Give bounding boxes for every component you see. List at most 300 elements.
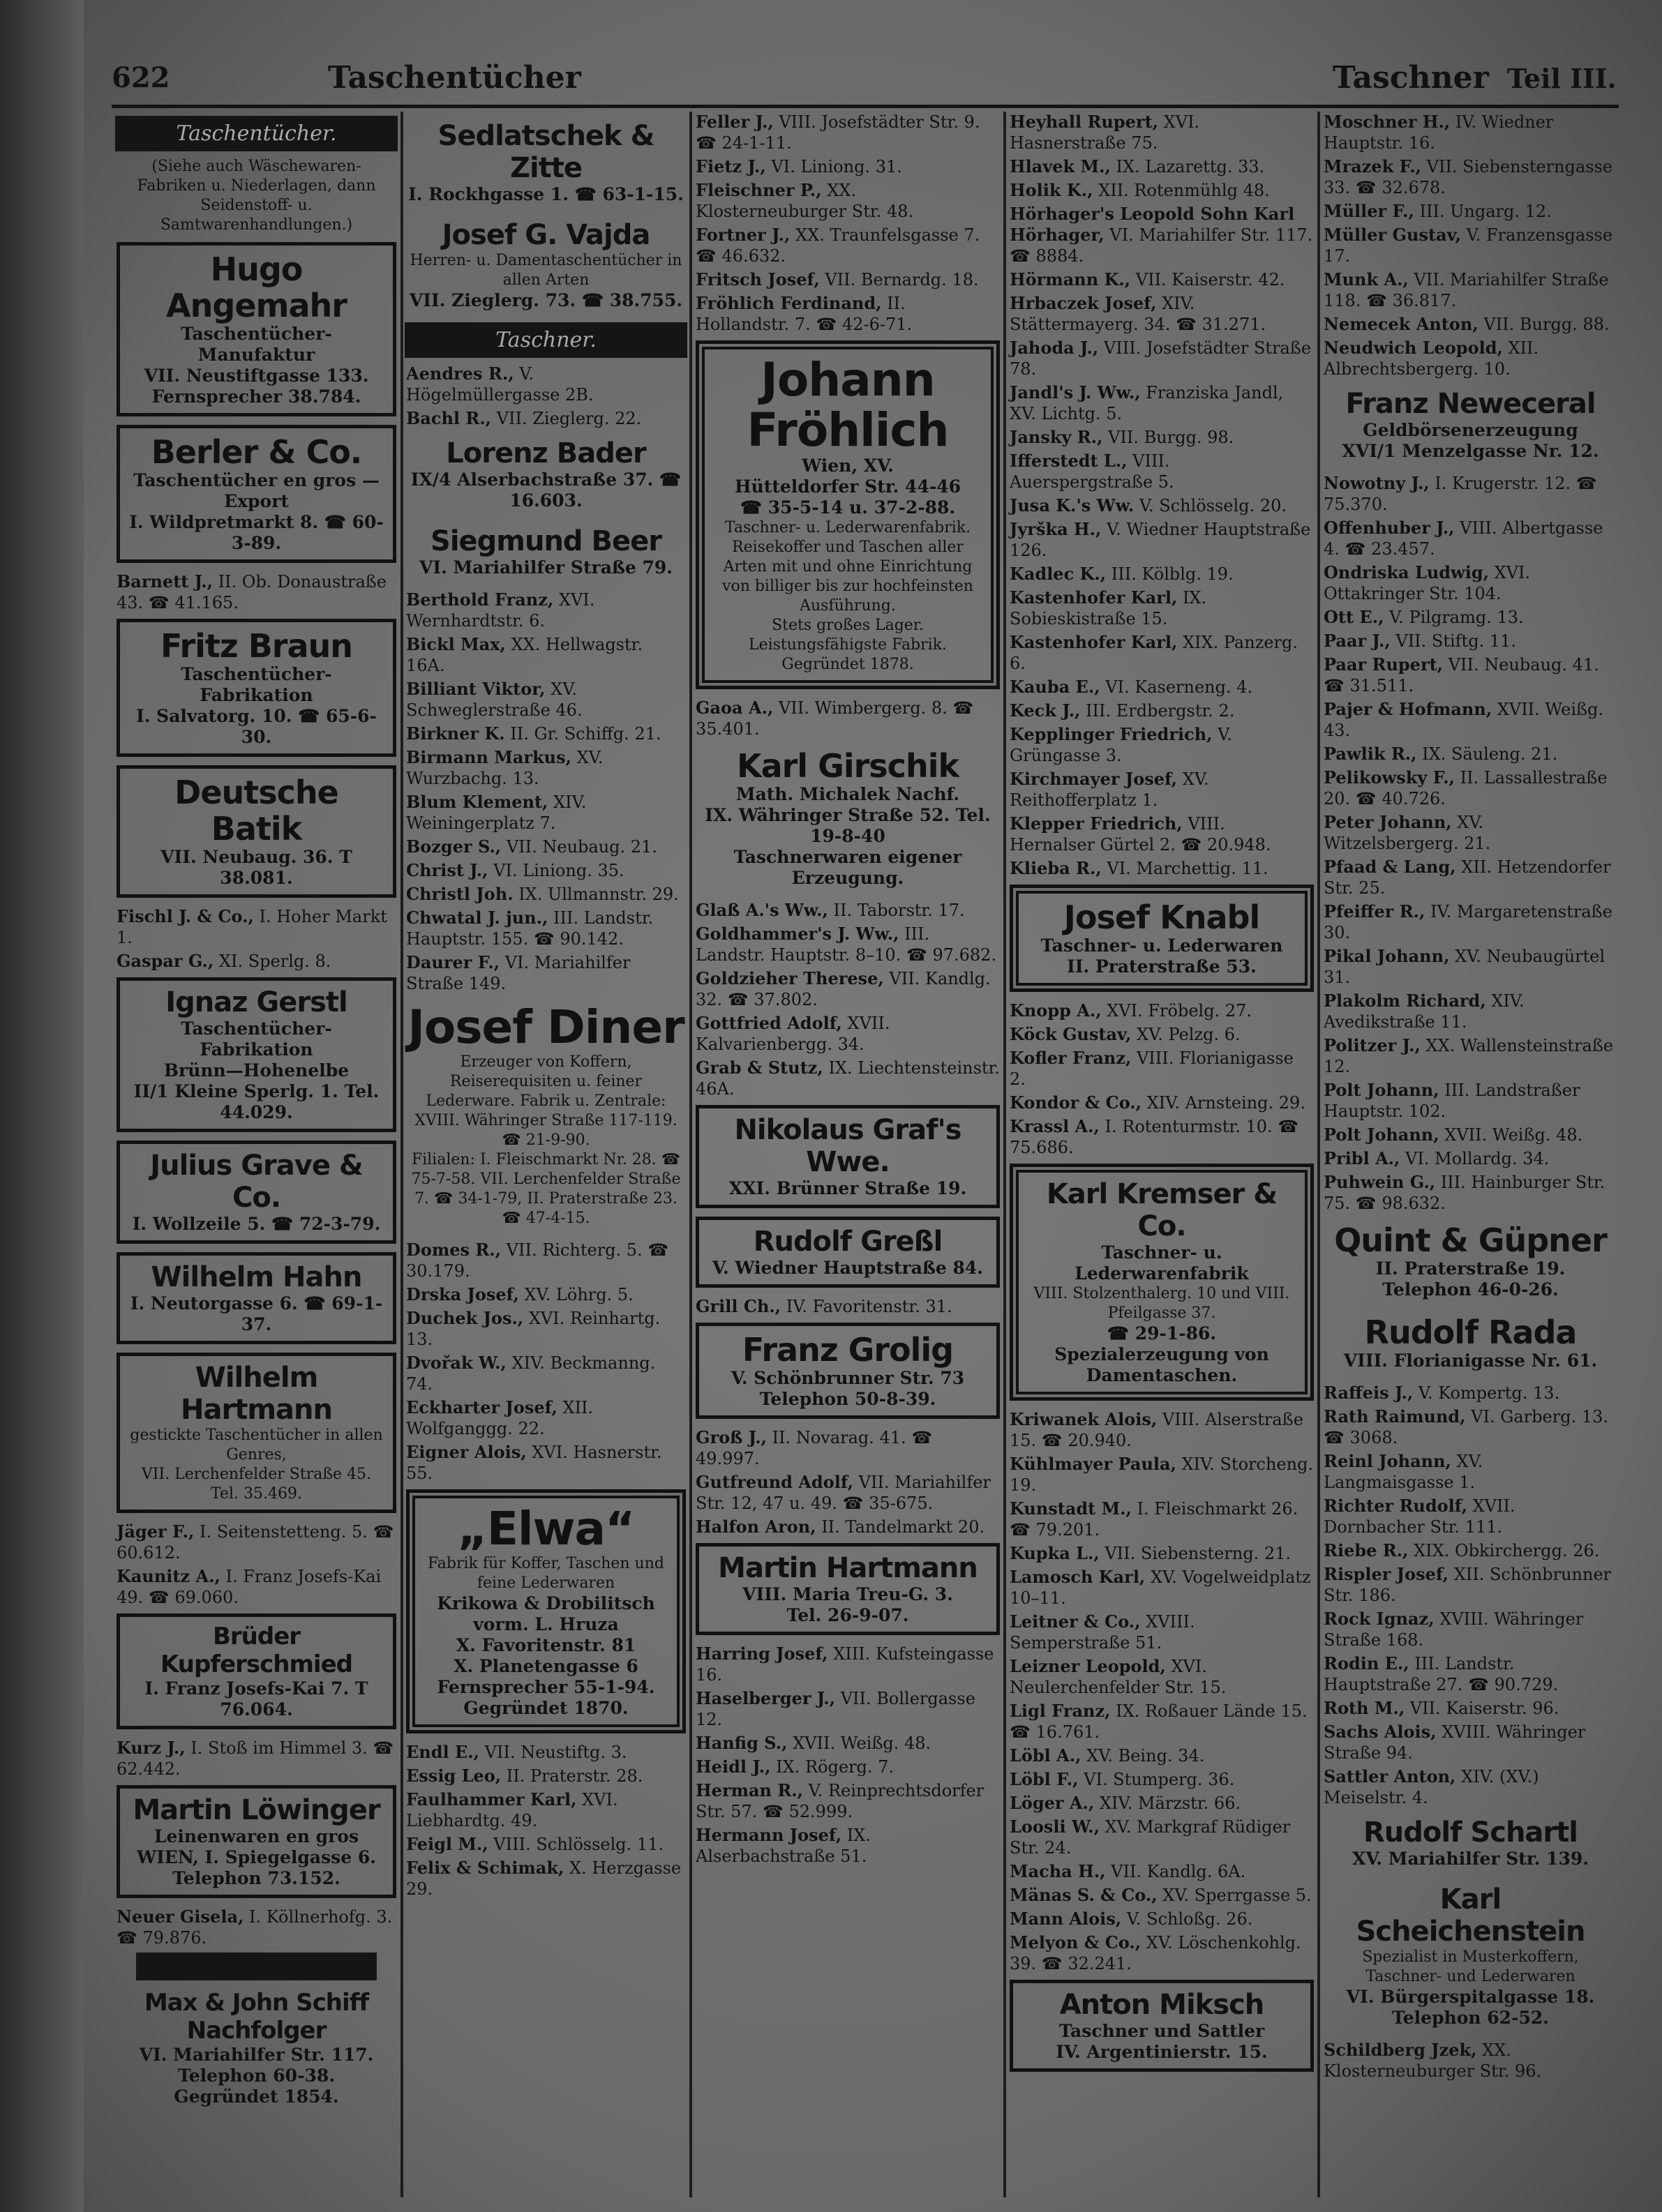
advertiser-name: Fritz Braun xyxy=(160,627,352,665)
listing-entry xyxy=(1010,858,1314,879)
listing-entry xyxy=(1010,769,1314,811)
entry-address: V. Grüngasse 3. xyxy=(1010,725,1232,765)
advertiser-name: Brüder Kupferschmied xyxy=(160,1623,352,1678)
entry-name: Fritsch Josef, xyxy=(696,269,820,289)
entry-address: IV. Wiedner Hauptstr. 16. xyxy=(1324,112,1554,153)
entry-name: Pfeiffer R., xyxy=(1324,901,1425,921)
advertisement-line: XV. Mariahilfer Str. 139. xyxy=(1352,1849,1589,1869)
listing-entry xyxy=(1010,1861,1314,1882)
entry-name: Gaspar G., xyxy=(117,951,214,971)
entry-name: Mänas S. & Co., xyxy=(1010,1885,1158,1905)
listing-entry xyxy=(1010,1701,1314,1743)
advertisement xyxy=(1324,1881,1617,2031)
listing-entry xyxy=(1010,1816,1314,1858)
entry-name: Pikal Johann, xyxy=(1324,946,1450,966)
entry-name: Blum Klement, xyxy=(406,792,548,812)
entry-address: I. Fleischmarkt 26. ☎ 79.201. xyxy=(1010,1499,1298,1540)
listing-entry xyxy=(1010,204,1314,266)
entry-address: III. Ungarg. 12. xyxy=(1419,202,1552,221)
entry-name: Löbl F., xyxy=(1010,1769,1079,1789)
advertiser-name: Karl Kremser & Co. xyxy=(1046,1178,1278,1242)
advertisement-line: Telephon 50-8-39. xyxy=(759,1389,936,1409)
entry-name: Paar Rupert, xyxy=(1324,654,1444,675)
entry-address: VI. Garberg. 13. ☎ 3068. xyxy=(1324,1407,1609,1447)
entry-address: XVI. Fröbelg. 27. xyxy=(1107,1001,1252,1021)
entry-address: IX. Sobieskistraße 15. xyxy=(1010,588,1207,629)
listing-entry xyxy=(1324,201,1617,222)
listing-entry xyxy=(1324,767,1617,809)
advertisement-line: IX. Währinger Straße 52. Tel. 19-8-40 xyxy=(705,805,991,846)
advertisement-line: Telephon 73.152. xyxy=(172,1868,340,1888)
listing-entry xyxy=(1010,1543,1314,1564)
listing-entry xyxy=(1324,744,1617,765)
listing-entry xyxy=(696,1733,1000,1754)
entry-address: XIV. Stättermayerg. 34. ☎ 31.271. xyxy=(1010,294,1266,334)
entry-name: Krassl A., xyxy=(1010,1116,1100,1136)
listing-entry xyxy=(1010,1745,1314,1766)
listing-entry xyxy=(1010,1116,1314,1158)
advertiser-name: Martin Löwinger xyxy=(133,1794,380,1826)
entry-name: Köck Gustav, xyxy=(1010,1024,1132,1044)
entry-address: I. Hoher Markt 1. xyxy=(117,907,387,947)
entry-address: V. Kompertg. 13. xyxy=(1418,1383,1560,1403)
advertiser-name: Ignaz Gerstl xyxy=(165,986,347,1018)
listing-entry xyxy=(406,589,686,631)
listing-entry xyxy=(1010,1454,1314,1496)
entry-address: VII. Mariahilfer Str. 12, 47 u. 49. ☎ 35-675. xyxy=(696,1473,991,1513)
advertisement-line: ☎ 35-5-14 u. 37-2-88. xyxy=(740,497,956,518)
entry-name: Domes R., xyxy=(406,1240,502,1260)
entry-name: Daurer F., xyxy=(406,952,500,972)
listing-entry xyxy=(1324,857,1617,898)
entry-address: XVII. Weißg. 48. xyxy=(1444,1125,1583,1145)
entry-address: VIII. Albertgasse 4. ☎ 23.457. xyxy=(1324,518,1603,559)
advertisement xyxy=(406,117,686,208)
entry-name: Kirchmayer Josef, xyxy=(1010,769,1178,789)
advertisement-line: Fabrik für Koffer, Taschen und feine Lederwaren xyxy=(428,1555,664,1592)
advertisement-line: Wien, XV. xyxy=(802,456,894,476)
advertisement-line: gestickte Taschentücher in allen Genres, xyxy=(130,1427,383,1464)
advertisement-line: Stets großes Lager. Leistungsfähigste Fabrik. Gegründet 1878. xyxy=(748,617,948,673)
entry-name: Eigner Alois, xyxy=(406,1442,527,1462)
entry-address: VIII. Alserstraße 15. ☎ 20.940. xyxy=(1010,1410,1303,1450)
entry-address: XX. Hellwagstr. 16A. xyxy=(406,635,643,675)
listing-entry xyxy=(406,908,686,949)
listing-entry xyxy=(406,363,686,405)
advertiser-name: Josef Diner xyxy=(407,1000,684,1054)
advertiser-name: Hugo Angemahr xyxy=(166,250,347,324)
entry-name: Hörhager's Leopold Sohn Karl Hörhager, xyxy=(1010,204,1295,245)
entry-name: Riebe R., xyxy=(1324,1540,1409,1560)
entry-name: Jahoda J., xyxy=(1010,338,1099,358)
listing-entry: Gaoa A., VII. Wimbergerg. 8. ☎ 35.401. xyxy=(696,698,974,739)
entry-name: Heyhall Rupert, xyxy=(1010,112,1159,132)
column-divider xyxy=(689,112,692,2197)
entry-name: Melyon & Co., xyxy=(1010,1932,1141,1953)
listing-entry xyxy=(1010,269,1314,290)
header-right-title: Taschner xyxy=(1333,60,1489,96)
listing-entry xyxy=(696,269,1000,290)
advertiser-name: Berler & Co. xyxy=(151,433,362,471)
entry-name: Bickl Max, xyxy=(406,634,506,654)
entry-name: Sachs Alois, xyxy=(1324,1722,1437,1742)
listing-entry xyxy=(406,1284,686,1305)
entry-address: XI. Sperlg. 8. xyxy=(218,951,331,971)
listing-entry xyxy=(696,1427,1000,1469)
entry-address: II. Novarag. 41. ☎ 49.997. xyxy=(696,1428,933,1468)
entry-name: Müller F., xyxy=(1324,201,1414,221)
entry-name: Plakolm Richard, xyxy=(1324,991,1486,1011)
listing-entry xyxy=(1324,1124,1617,1145)
listing-entry xyxy=(1010,156,1314,177)
listing-entry xyxy=(1324,1722,1617,1763)
entry-address: VIII. Josefstädter Straße 78. xyxy=(1010,338,1312,379)
entry-address: IX. Liechtensteinstr. 46A. xyxy=(696,1058,1001,1099)
entry-address: VI. Mariahilfer Straße 149. xyxy=(406,953,631,993)
entry-address: XV. Pelzg. 6. xyxy=(1137,1025,1241,1044)
entry-name: Politzer J., xyxy=(1324,1035,1421,1055)
entry-name: Rath Raimund, xyxy=(1324,1406,1466,1427)
entry-name: Sattler Anton, xyxy=(1324,1766,1456,1786)
listing-entry xyxy=(1324,946,1617,988)
advertiser-name: Anton Miksch xyxy=(1059,1989,1264,2021)
entry-address: II. Tandelmarkt 20. xyxy=(821,1517,985,1537)
advertisement-line: VIII. Florianigasse Nr. 61. xyxy=(1343,1350,1598,1371)
entry-name: Birmann Markus, xyxy=(406,747,571,767)
entry-address: XVI. Neulerchenfelder Str. 15. xyxy=(1010,1657,1227,1697)
entry-name: Peter Johann, xyxy=(1324,812,1452,832)
advertisement-line: Tel. 26-9-07. xyxy=(786,1605,909,1625)
listing-entry xyxy=(406,1308,686,1350)
entry-address: VIII. Florianigasse 2. xyxy=(1010,1048,1294,1089)
entry-name: Puhwein G., xyxy=(1324,1172,1436,1192)
entry-name: Bachl R., xyxy=(406,408,492,428)
page-number: 622 xyxy=(112,61,170,94)
section-heading: Taschentücher. xyxy=(115,116,398,151)
listing-entry xyxy=(1010,1885,1314,1906)
entry-name: Kupka L., xyxy=(1010,1543,1100,1563)
entry-name: Nowotny J., xyxy=(1324,473,1430,493)
advertisement xyxy=(1010,1980,1314,2072)
entry-name: Dvořak W., xyxy=(406,1353,507,1373)
advertiser-name: Franz Grolig xyxy=(742,1331,954,1369)
entry-name: Feller J., xyxy=(696,112,774,132)
listing-entry xyxy=(1010,293,1314,335)
entry-address: XVIII. Währinger Straße 168. xyxy=(1324,1609,1584,1650)
page-header xyxy=(112,54,1619,103)
entry-address: VII. Kandlg. 32. ☎ 37.802. xyxy=(696,969,991,1009)
listing-entry xyxy=(1324,1172,1617,1214)
entry-address: IX. Ullmannstr. 29. xyxy=(518,885,679,904)
entry-name: Chwatal J. jun., xyxy=(406,908,548,928)
listing-entry xyxy=(696,1756,1000,1777)
advertisement-line: Geldbörsenerzeugung xyxy=(1363,420,1578,440)
advertiser-name: Deutsche Batik xyxy=(174,774,338,848)
advertisement-line: Krikowa & Drobilitsch xyxy=(437,1593,655,1613)
advertiser-name: Wilhelm Hahn xyxy=(151,1261,362,1293)
column-3 xyxy=(694,112,1001,2197)
advertiser-name: Siegmund Beer xyxy=(431,525,661,557)
advertisement-line: XXI. Brünner Straße 19. xyxy=(728,1178,967,1198)
advertisement xyxy=(406,216,686,314)
entry-address: III. Hainburger Str. 75. ☎ 98.632. xyxy=(1324,1173,1605,1213)
advertiser-name: Rudolf Greßl xyxy=(753,1226,943,1258)
listing-entry: Grill Ch., IV. Favoritenstr. 31. xyxy=(696,1296,952,1316)
entry-address: IX. Roßauer Lände 15. ☎ 16.761. xyxy=(1010,1701,1308,1742)
entry-name: Gottfried Adolf, xyxy=(696,1013,842,1033)
entry-name: Feigl M., xyxy=(406,1834,488,1854)
advertisement-line: Taschentücher-Manufaktur xyxy=(181,324,332,365)
entry-address: XV. Löschenkohlg. 39. ☎ 32.241. xyxy=(1010,1933,1301,1973)
entry-name: Berthold Franz, xyxy=(406,589,554,610)
listing-entry xyxy=(1324,1766,1617,1808)
entry-name: Christ J., xyxy=(406,860,488,880)
listing-entry xyxy=(696,1643,1000,1685)
entry-address: XV. Being. 34. xyxy=(1086,1746,1205,1766)
entry-name: Fietz J., xyxy=(696,156,766,176)
entry-address: I. Seitenstetteng. 5. ☎ 60.612. xyxy=(117,1522,394,1563)
entry-address: III. Landstr. Hauptstr. 8–10. ☎ 97.682. xyxy=(696,924,997,965)
column-4 xyxy=(1008,112,1315,2197)
listing-entry xyxy=(1324,812,1617,854)
listing-entry xyxy=(406,1353,686,1394)
listing-entry xyxy=(406,634,686,676)
entry-address: III. Landstr. Hauptstraße 27. ☎ 90.729. xyxy=(1324,1654,1559,1694)
advertisement-line: VI. Bürgerspitalgasse 18. xyxy=(1346,1987,1595,2007)
advertisement-line: I. Rockhgasse 1. ☎ 63-1-15. xyxy=(408,184,684,204)
listing-entry xyxy=(1324,901,1617,943)
entry-name: Jusa K.'s Ww. xyxy=(1010,495,1135,516)
advertisement-line: Brünn—Hohenelbe xyxy=(163,1060,350,1081)
advertisement xyxy=(406,1489,686,1733)
listing-entry xyxy=(1324,1035,1617,1077)
entry-address: VII. Burgg. 98. xyxy=(1108,428,1234,447)
advertisement-line: Herren- u. Damentaschentücher in allen Arten xyxy=(410,252,682,289)
advertisement-line: I. Salvatorg. 10. ☎ 65-6-30. xyxy=(136,706,377,747)
listing-entry xyxy=(1010,1000,1314,1021)
advertisement xyxy=(117,242,396,416)
advertisement xyxy=(117,425,396,563)
entry-address: VIII. Auerspergstraße 5. xyxy=(1010,451,1174,492)
advertiser-name: Franz Neweceral xyxy=(1345,388,1596,420)
entry-name: Löger A., xyxy=(1010,1793,1095,1813)
entry-name: Löbl A., xyxy=(1010,1745,1081,1766)
advertiser-name: Wilhelm Hartmann xyxy=(181,1362,332,1426)
advertisement-line: VIII. Stolzenthalerg. 10 und VIII. Pfeilgasse 37. xyxy=(1033,1285,1290,1322)
listing-entry xyxy=(406,747,686,789)
advertisement-line: I. Franz Josefs-Kai 7. T 76.064. xyxy=(144,1678,368,1720)
entry-address: II. Praterstr. 28. xyxy=(506,1766,643,1786)
entry-address: VII. Siebensterngasse 33. ☎ 32.678. xyxy=(1324,157,1613,197)
listing-entry xyxy=(117,1521,396,1563)
entry-name: Jansky R., xyxy=(1010,427,1103,447)
entry-address: XX. Traunfelsgasse 7. ☎ 46.632. xyxy=(696,225,980,266)
entry-name: Pajer & Hofmann, xyxy=(1324,699,1492,719)
entry-address: XVI. Liebhardtg. 49. xyxy=(406,1790,618,1830)
entry-name: Bozger S., xyxy=(406,836,502,857)
advertisement-line: Spezialerzeugung von Damentaschen. xyxy=(1054,1344,1269,1385)
entry-name: Ott E., xyxy=(1324,607,1384,627)
listing-entry xyxy=(696,900,1000,921)
entry-name: Paar J., xyxy=(1324,631,1391,651)
entry-name: Grab & Stutz, xyxy=(696,1058,823,1078)
entry-address: X. Herzgasse 29. xyxy=(406,1858,682,1899)
listing-entry xyxy=(696,1780,1000,1822)
listing-entry xyxy=(696,968,1000,1010)
entry-address: VII. Zieglerg. 22. xyxy=(496,409,642,428)
advertisement-line: ☎ 29-1-86. xyxy=(1107,1323,1217,1344)
listing-entry xyxy=(1010,632,1314,674)
advertiser-name: „Elwa“ xyxy=(457,1502,635,1556)
advertisement xyxy=(117,765,396,898)
listing-entry xyxy=(1010,724,1314,766)
advertisement xyxy=(117,1785,396,1898)
entry-name: Klepper Friedrich, xyxy=(1010,813,1183,834)
listing-entry xyxy=(696,1688,1000,1730)
advertiser-name: Johann Fröhlich xyxy=(747,353,949,457)
listing-entry xyxy=(1324,631,1617,652)
entry-name: Kepplinger Friedrich, xyxy=(1010,724,1213,744)
listing-entry xyxy=(696,180,1000,222)
listing-entry xyxy=(1324,338,1617,379)
entry-address: XV. Reithofferplatz 1. xyxy=(1010,769,1209,810)
advertisement xyxy=(117,977,396,1132)
listing-entry xyxy=(1010,1611,1314,1653)
listing-entry xyxy=(1324,562,1617,604)
advertisement-line: Leinenwaren en gros xyxy=(154,1826,359,1846)
entry-name: Kriwanek Alois, xyxy=(1010,1409,1158,1429)
advertiser-name: Martin Hartmann xyxy=(718,1552,978,1584)
listing-entry xyxy=(406,836,686,857)
listing-entry xyxy=(1324,269,1617,311)
entry-name: Fröhlich Ferdinand, xyxy=(696,293,882,313)
listing-entry xyxy=(406,723,686,744)
entry-name: Leizner Leopold, xyxy=(1010,1656,1166,1676)
entry-address: VIII. Josefstädter Str. 9. ☎ 24-1-11. xyxy=(696,112,980,153)
entry-name: Harring Josef, xyxy=(696,1643,828,1664)
advertisement-line: IV. Argentinierstr. 15. xyxy=(1056,2042,1268,2062)
listing-entry xyxy=(1010,1498,1314,1540)
column-divider xyxy=(400,112,403,2197)
advertisement-line: Taschnerwaren eigener Erzeugung. xyxy=(733,847,962,888)
entry-name: Gutfreund Adolf, xyxy=(696,1472,853,1492)
column-divider xyxy=(1003,112,1006,2197)
entry-name: Drska Josef, xyxy=(406,1284,519,1304)
entry-name: Eckharter Josef, xyxy=(406,1397,557,1417)
entry-address: VI. Stumperg. 36. xyxy=(1084,1770,1235,1789)
entry-address: XV. Neubaugürtel 31. xyxy=(1324,947,1605,987)
entry-name: Herman R., xyxy=(696,1780,803,1800)
listing-entry xyxy=(1010,338,1314,379)
entry-address: IX. Lazarettg. 33. xyxy=(1116,157,1265,176)
entry-name: Kastenhofer Karl, xyxy=(1010,632,1178,652)
entry-address: XV. Langmaisgasse 1. xyxy=(1324,1452,1483,1492)
entry-name: Goldzieher Therese, xyxy=(696,968,884,988)
advertisement-line: Taschner- u. Lederwaren xyxy=(1040,935,1283,956)
advertisement xyxy=(696,1105,1000,1208)
entry-address: XVI. Hasnerstr. 55. xyxy=(406,1443,662,1483)
column-5 xyxy=(1322,112,1619,2197)
listing-entry xyxy=(1324,1653,1617,1695)
entry-address: XVI. Ottakringer Str. 104. xyxy=(1324,563,1531,603)
entry-address: XVI. Wernhardtstr. 6. xyxy=(406,590,595,631)
entry-address: VI. Mariahilfer Str. 117. ☎ 8884. xyxy=(1010,225,1313,266)
advertisement-line: Fernsprecher 55-1-94. xyxy=(437,1677,655,1697)
listing-entry xyxy=(696,1472,1000,1514)
advertisement-line: Fernsprecher 38.784. xyxy=(151,386,361,407)
listing-entry xyxy=(117,951,396,972)
entry-address: II. Taborstr. 17. xyxy=(833,901,965,920)
entry-name: Macha H., xyxy=(1010,1861,1106,1881)
entry-address: XV. Schweglerstraße 46. xyxy=(406,679,583,720)
advertisement-line: VI. Mariahilfer Str. 117. xyxy=(139,2045,374,2065)
entry-name: Moschner H., xyxy=(1324,112,1451,132)
advertiser-name: Quint & Güpner xyxy=(1334,1221,1607,1259)
entry-address: VII. Stiftg. 11. xyxy=(1395,631,1516,651)
entry-address: VI. Marchettig. 11. xyxy=(1107,859,1268,878)
listing-entry: Kurz J., I. Stoß im Himmel 3. ☎ 62.442. xyxy=(117,1738,394,1779)
entry-name: Nemecek Anton, xyxy=(1324,314,1478,334)
advertisement-line: Taschentücher en gros — Export xyxy=(133,470,380,511)
advertisement-line: Taschner- u. Lederwarenfabrik xyxy=(1075,1242,1249,1284)
listing-entry xyxy=(1324,991,1617,1032)
entry-address: V. Wiedner Hauptstraße 126. xyxy=(1010,520,1311,560)
listing-entry xyxy=(1324,225,1617,266)
listing-entry xyxy=(406,679,686,721)
entry-name: Felix & Schimak, xyxy=(406,1858,564,1878)
entry-address: IV. Margaretenstraße 30. xyxy=(1324,902,1612,942)
advertisement-line: VII. Neustiftgasse 133. xyxy=(144,366,369,386)
entry-address: XVII. Weißg. 48. xyxy=(793,1733,931,1753)
advertisement-line: vorm. L. Hruza xyxy=(473,1614,619,1634)
listing-entry xyxy=(406,1834,686,1855)
listing-entry xyxy=(1324,1383,1617,1404)
advertisement-line: Math. Michalek Nachf. xyxy=(735,784,960,804)
entry-address: VI. Mollardg. 34. xyxy=(1405,1149,1550,1168)
advertisement-line: WIEN, I. Spiegelgasse 6. xyxy=(137,1847,376,1867)
entry-address: I. Franz Josefs-Kai 49. ☎ 69.060. xyxy=(117,1567,382,1607)
entry-name: Heidl J., xyxy=(696,1756,771,1777)
advertisement-line: VII. Neubaug. 36. T 38.081. xyxy=(160,847,352,888)
listing-entry xyxy=(696,225,1000,266)
advertisement xyxy=(117,1986,396,2110)
entry-address: XII. Hetzendorfer Str. 25. xyxy=(1324,857,1611,898)
entry-address: V. Reinprechtsdorfer Str. 57. ☎ 52.999. xyxy=(696,1781,985,1821)
listing-entry xyxy=(406,1240,686,1281)
entry-name: Kadlec K., xyxy=(1010,564,1107,584)
listing-entry xyxy=(1324,1406,1617,1448)
entry-address: XV. Vogelweidplatz 10–11. xyxy=(1010,1567,1311,1608)
entry-address: VII. Kaiserstr. 42. xyxy=(1135,270,1285,289)
advertisement-line: II. Praterstraße 53. xyxy=(1067,956,1257,977)
entry-name: Kauba E., xyxy=(1010,677,1100,697)
column-1 xyxy=(115,112,398,2197)
advertisement-line: VII. Lerchenfelder Straße 45. Tel. 35.469. xyxy=(141,1466,372,1503)
listing-entry xyxy=(1010,587,1314,629)
entry-address: XIX. Obkirchergg. 26. xyxy=(1414,1541,1600,1560)
advertisement-line: I. Wollzeile 5. ☎ 72-3-79. xyxy=(132,1214,381,1234)
listing-entry xyxy=(696,1058,1000,1099)
entry-name: Kondor & Co., xyxy=(1010,1092,1141,1113)
entry-address: VI. Kaserneng. 4. xyxy=(1105,677,1253,697)
listing-entry xyxy=(1010,1048,1314,1090)
entry-name: Kastenhofer Karl, xyxy=(1010,587,1178,608)
entry-address: XIV. Beckmanng. 74. xyxy=(406,1353,656,1394)
advertiser-name: Karl Girschik xyxy=(736,747,959,785)
listing-entry xyxy=(1324,1496,1617,1537)
entry-name: Faulhammer Karl, xyxy=(406,1789,577,1810)
listing-entry xyxy=(1010,813,1314,855)
